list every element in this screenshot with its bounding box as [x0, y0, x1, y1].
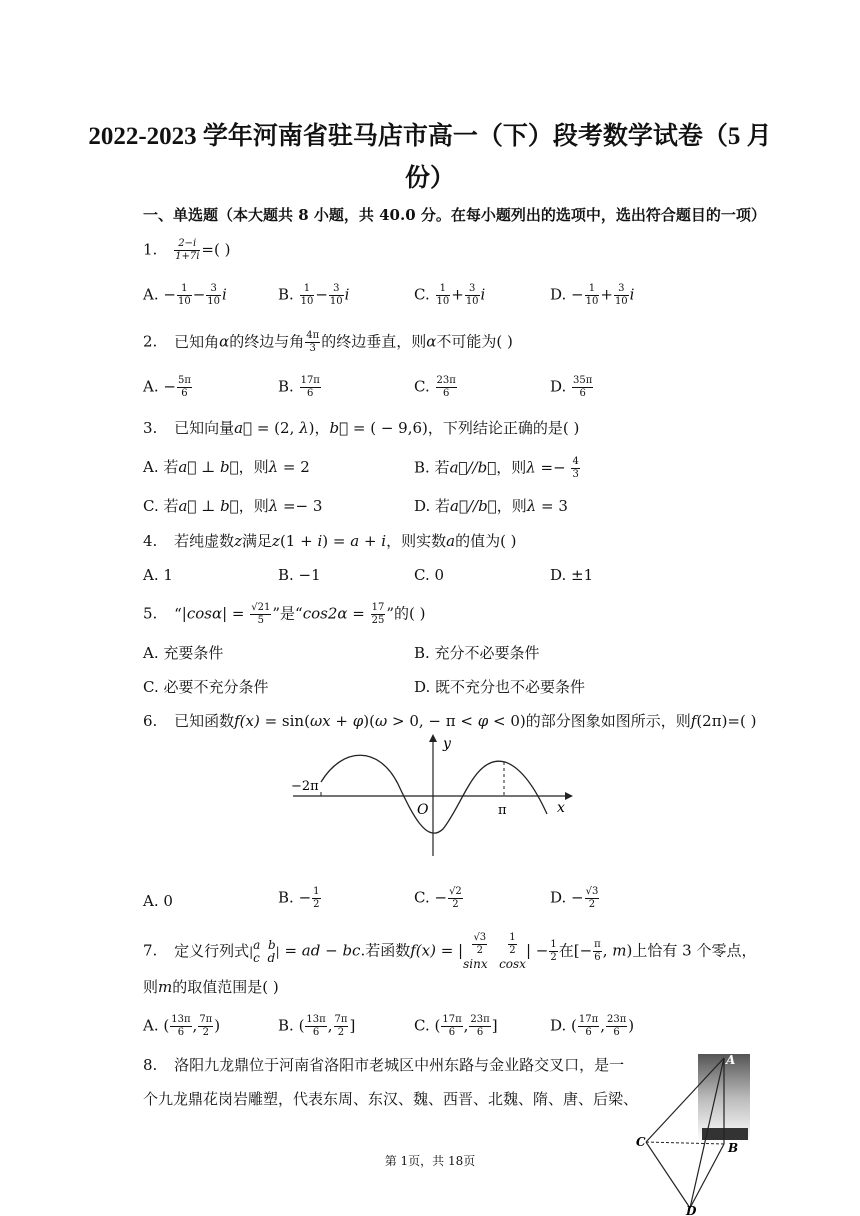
question-3: 3. 已知向量a⃗ = (2, λ)，b⃗ = ( − 9,6)，下列结论正确的是( ): [143, 419, 580, 437]
question-7: 7. 定义行列式|a b c d| = ad − bc.若函数f(x) = | $\frac{√3}{2}$ $\frac{1}{2}$ sinx cosx| − $\frac{1}{2}$ 在[− $\frac{\pi}{6}$ , m)上恰有 3 个零点，: [143, 932, 757, 971]
q4-option-b[interactable]: B. −1: [278, 566, 321, 584]
q6-option-d[interactable]: D. − $\frac{√3}{2}$: [550, 886, 599, 910]
q1-option-b[interactable]: B. $\frac{1}{10}$ − $\frac{3}{10}$ i: [278, 283, 350, 307]
q2-option-d[interactable]: D. $\frac{35\pi}{6}$: [550, 375, 593, 399]
q1-option-d[interactable]: D. − $\frac{1}{10}$ + $\frac{3}{10}$ i: [550, 283, 635, 307]
question-8: 8. 洛阳九龙鼎位于河南省洛阳市老城区中州东路与金业路交叉口，是一: [143, 1056, 625, 1074]
q6-option-c[interactable]: C. − $\frac{√2}{2}$: [414, 886, 462, 910]
question-2: 2. 已知角α的终边与角 $\frac{4\pi}{3}$ 的终边垂直，则α不可能为( ): [143, 330, 513, 354]
section-heading: 一、单选题（本大题共 8 小题，共 40.0 分。在每小题列出的选项中，选出符合题目的一项）: [143, 206, 766, 224]
vertex-d-label: D: [686, 1204, 697, 1216]
q4-option-d[interactable]: D. ±1: [550, 566, 594, 584]
page-footer: 第 1页，共 18页: [384, 1154, 476, 1168]
q5-option-a[interactable]: A. 充要条件: [143, 644, 224, 662]
sine-curve: [321, 755, 547, 833]
q1-option-c[interactable]: C. $\frac{1}{10}$ + $\frac{3}{10}$ i: [414, 283, 486, 307]
q2-option-c[interactable]: C. $\frac{23\pi}{6}$: [414, 375, 456, 399]
sine-graph-figure: [285, 732, 575, 862]
q3-option-b[interactable]: B. 若a⃗//b⃗，则λ =− $\frac{4}{3}$: [414, 456, 579, 480]
vertex-b-label: B: [728, 1141, 739, 1155]
q3-option-a[interactable]: A. 若a⃗ ⊥ b⃗，则λ = 2: [143, 458, 310, 476]
q6-option-a[interactable]: A. 0: [143, 892, 173, 910]
question-8-line2: 个九龙鼎花岗岩雕塑，代表东周、东汉、魏、西晋、北魏、隋、唐、后梁、: [143, 1090, 639, 1108]
question-5: 5. “|cosα| = $\frac{√21}{5}$ ”是“cos2α = $\frac{17}{25}$ ”的( ): [143, 602, 426, 626]
page-title-line1: 2022-2023 学年河南省驻马店市高一（下）段考数学试卷（5 月: [88, 123, 772, 150]
q5-option-d[interactable]: D. 既不充分也不必要条件: [414, 678, 586, 696]
q2-option-b[interactable]: B. $\frac{17\pi}{6}$: [278, 375, 320, 399]
q2-option-a[interactable]: A. − $\frac{5\pi}{6}$: [143, 375, 191, 399]
question-4: 4. 若纯虚数z满足z(1 + i) = a + i，则实数a的值为( ): [143, 532, 517, 550]
origin-label: O: [417, 802, 429, 818]
tetrahedron-figure: [636, 1052, 756, 1216]
q7-option-a[interactable]: A. ( $\frac{13\pi}{6}$ , $\frac{7\pi}{2}$ ): [143, 1014, 221, 1038]
y-axis-label: y: [443, 736, 451, 752]
q5-option-c[interactable]: C. 必要不充分条件: [143, 678, 269, 696]
q5-option-b[interactable]: B. 充分不必要条件: [414, 644, 540, 662]
q7-option-c[interactable]: C. ( $\frac{17\pi}{6}$ , $\frac{23\pi}{6}$ ]: [414, 1014, 498, 1038]
neg-2pi-label: −2π: [291, 779, 319, 794]
x-axis-label: x: [557, 800, 565, 816]
question-6: 6. 已知函数f(x) = sin(ωx + φ)(ω > 0, − π < φ < 0)的部分图象如图所示，则f(2π)=( ): [143, 712, 757, 730]
q7-option-d[interactable]: D. ( $\frac{17\pi}{6}$ , $\frac{23\pi}{6}$ ): [550, 1014, 635, 1038]
q3-option-c[interactable]: C. 若a⃗ ⊥ b⃗，则λ =− 3: [143, 497, 323, 515]
q3-option-d[interactable]: D. 若a⃗//b⃗，则λ = 3: [414, 497, 568, 515]
page-title-line2: 份）: [404, 165, 455, 192]
q6-option-b[interactable]: B. − $\frac{1}{2}$: [278, 886, 320, 910]
q4-option-a[interactable]: A. 1: [143, 566, 173, 584]
pi-tick-label: π: [498, 803, 507, 818]
vertex-a-label: A: [726, 1053, 736, 1067]
q4-option-c[interactable]: C. 0: [414, 566, 445, 584]
vertex-c-label: C: [636, 1135, 646, 1149]
question-7-line2: 则m的取值范围是( ): [143, 978, 279, 996]
question-1: 1. $\frac{2-i}{1+7i}$ =( ): [143, 238, 231, 262]
q7-option-b[interactable]: B. ( $\frac{13\pi}{6}$ , $\frac{7\pi}{2}$ ]: [278, 1014, 356, 1038]
question-number: 1.: [143, 240, 158, 259]
q1-option-a[interactable]: A. − $\frac{1}{10}$ − $\frac{3}{10}$ i: [143, 283, 227, 307]
